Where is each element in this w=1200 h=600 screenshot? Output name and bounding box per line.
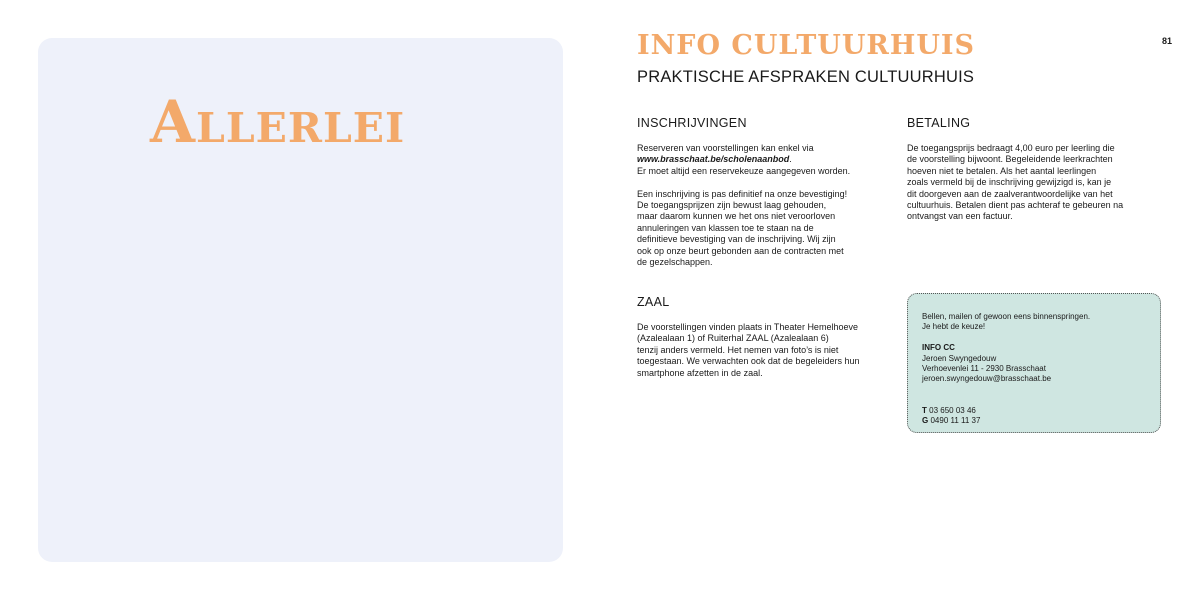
inschrijvingen-line: maar daarom kunnen we het ons niet veroorloven <box>637 211 836 222</box>
betaling-line: hoeven niet te betalen. Als het aantal leerlingen <box>907 165 1097 176</box>
betaling-line: cultuurhuis. Betalen dient pas achteraf te gebeuren na <box>907 200 1124 211</box>
inschrijvingen-link-line <box>637 154 850 165</box>
inschrijvingen-text <box>637 143 850 268</box>
phone-label: T <box>922 405 927 415</box>
betaling-line: zoals vermeld bij de inschrijving gewijzigd is, kan je <box>907 177 1112 188</box>
contact-org: INFO CC <box>922 343 955 353</box>
inschrijvingen-line: definitieve bevestiging van de inschrijving. Wij zijn <box>637 234 836 245</box>
inschrijvingen-heading: INSCHRIJVINGEN <box>637 116 747 130</box>
inschrijvingen-line: ook op onze beurt gebonden aan de contracten met <box>637 245 844 256</box>
page-number: 81 <box>1161 36 1172 46</box>
mobile-label: G <box>922 416 929 426</box>
contact-email[interactable]: jeroen.swyngedouw@brasschaat.be <box>922 374 1052 384</box>
contact-text <box>922 312 1090 426</box>
betaling-line: de voorstelling bijwoont. Begeleidende leerkrachten <box>907 154 1113 165</box>
inschrijvingen-line: De toegangsprijzen zijn bewust laag gehouden, <box>637 200 827 211</box>
zaal-line: De voorstellingen vinden plaats in Theater Hemelhoeve <box>637 322 858 332</box>
contact-intro: Bellen, mailen of gewoon eens binnenspringen. <box>922 312 1091 321</box>
contact-phone-line <box>922 406 1090 416</box>
contact-mobile[interactable]: 0490 11 11 37 <box>930 416 981 426</box>
contact-name: Jeroen Swyngedouw <box>922 353 997 363</box>
scholenaanbod-link[interactable]: www.brasschaat.be/scholenaanbod <box>637 154 790 165</box>
zaal-line: smartphone afzetten in de zaal. <box>637 367 763 378</box>
zaal-line: tenzij anders vermeld. Het nemen van foto’s is niet <box>637 344 839 355</box>
link-period: . <box>789 154 792 165</box>
zaal-heading: ZAAL <box>637 295 670 309</box>
allerlei-heading: Allerlei <box>150 88 406 156</box>
betaling-text <box>907 143 1123 223</box>
zaal-line: (Azalealaan 1) of Ruiterhal ZAAL (Azalealaan 6) <box>637 333 829 344</box>
contact-phone[interactable]: 03 650 03 46 <box>929 405 976 415</box>
betaling-line: De toegangsprijs bedraagt 4,00 euro per leerling die <box>907 143 1115 153</box>
inschrijvingen-line: annuleringen van klassen toe te staan na de <box>637 222 814 233</box>
contact-intro: Je hebt de keuze! <box>922 322 986 332</box>
page-subtitle: PRAKTISCHE AFSPRAKEN CULTUURHUIS <box>637 68 975 86</box>
left-panel <box>38 38 563 562</box>
betaling-line: ontvangst van een factuur. <box>907 211 1013 222</box>
inschrijvingen-line: Een inschrijving is pas definitief na onze bevestiging! <box>637 188 848 199</box>
betaling-line: dit doorgeven aan de zaalverantwoordelijke van het <box>907 188 1113 199</box>
contact-mobile-line <box>922 416 1090 426</box>
contact-address: Verhoevenlei 11 - 2930 Brasschaat <box>922 364 1046 374</box>
zaal-line: toegestaan. We verwachten ook dat de begeleiders hun <box>637 356 860 367</box>
inschrijvingen-line: de gezelschappen. <box>637 257 713 268</box>
contact-box <box>907 293 1161 433</box>
betaling-heading: BETALING <box>907 116 971 130</box>
page-title: INFO CULTUURHUIS <box>637 30 976 61</box>
inschrijvingen-line: Er moet altijd een reservekeuze aangegeven worden. <box>637 165 851 176</box>
zaal-text <box>637 322 860 379</box>
inschrijvingen-line: Reserveren van voorstellingen kan enkel via <box>637 143 814 153</box>
